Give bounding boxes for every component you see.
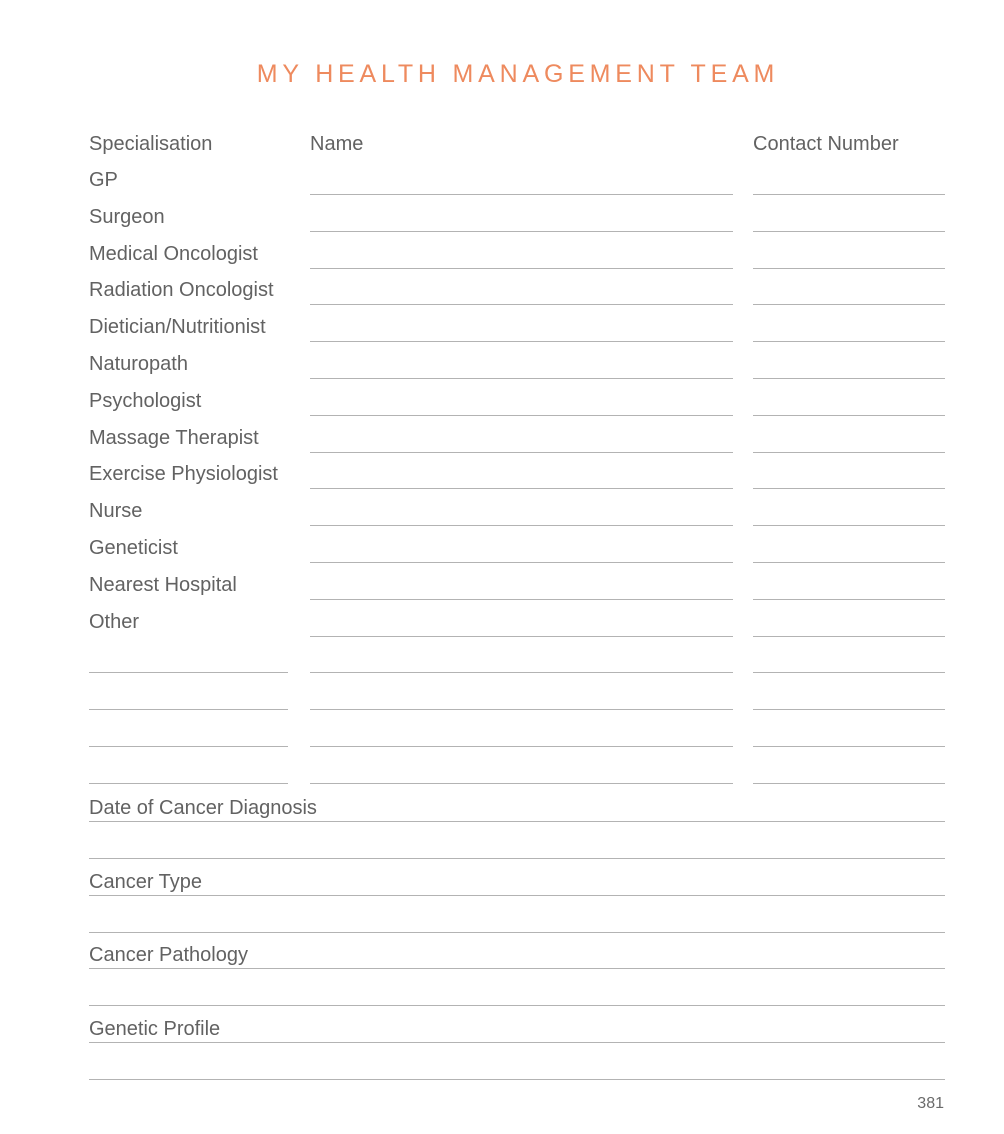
contact-number-field[interactable] <box>753 636 945 637</box>
contact-number-field[interactable] <box>753 599 945 600</box>
info-field-extra-line[interactable] <box>89 932 945 933</box>
contact-number-field[interactable] <box>753 268 945 269</box>
name-field[interactable] <box>310 746 733 747</box>
contact-number-field[interactable] <box>753 378 945 379</box>
contact-number-field[interactable] <box>753 672 945 673</box>
name-field[interactable] <box>310 194 733 195</box>
specialisation-label: Medical Oncologist <box>89 243 258 265</box>
specialisation-label: Exercise Physiologist <box>89 463 278 485</box>
contact-number-field[interactable] <box>753 746 945 747</box>
contact-number-field[interactable] <box>753 783 945 784</box>
name-field[interactable] <box>310 488 733 489</box>
name-field[interactable] <box>310 636 733 637</box>
page-number: 381 <box>917 1095 944 1112</box>
info-field-line[interactable] <box>89 968 945 969</box>
specialisation-label: Nurse <box>89 500 143 522</box>
info-field-line[interactable] <box>89 821 945 822</box>
name-field[interactable] <box>310 231 733 232</box>
info-field-label: Date of Cancer Diagnosis <box>89 797 317 819</box>
name-field[interactable] <box>310 783 733 784</box>
contact-number-field[interactable] <box>753 231 945 232</box>
specialisation-label: Massage Therapist <box>89 427 259 449</box>
header-name: Name <box>310 133 364 155</box>
name-field[interactable] <box>310 599 733 600</box>
contact-number-field[interactable] <box>753 415 945 416</box>
name-field[interactable] <box>310 709 733 710</box>
specialisation-field[interactable] <box>89 746 288 747</box>
info-field-extra-line[interactable] <box>89 1005 945 1006</box>
name-field[interactable] <box>310 525 733 526</box>
name-field[interactable] <box>310 452 733 453</box>
contact-number-field[interactable] <box>753 525 945 526</box>
info-field-extra-line[interactable] <box>89 858 945 859</box>
specialisation-label: GP <box>89 169 118 191</box>
specialisation-label: Dietician/Nutritionist <box>89 316 266 338</box>
info-field-label: Cancer Pathology <box>89 944 248 966</box>
contact-number-field[interactable] <box>753 341 945 342</box>
page-title: MY HEALTH MANAGEMENT TEAM <box>256 60 780 88</box>
specialisation-label: Other <box>89 611 140 633</box>
specialisation-label: Geneticist <box>89 537 178 559</box>
contact-number-field[interactable] <box>753 452 945 453</box>
specialisation-field[interactable] <box>89 709 288 710</box>
info-field-label: Cancer Type <box>89 871 203 893</box>
name-field[interactable] <box>310 562 733 563</box>
info-field-line[interactable] <box>89 895 945 896</box>
contact-number-field[interactable] <box>753 304 945 305</box>
name-field[interactable] <box>310 341 733 342</box>
specialisation-label: Nearest Hospital <box>89 574 237 596</box>
specialisation-label: Surgeon <box>89 206 165 228</box>
header-specialisation: Specialisation <box>89 133 213 155</box>
specialisation-label: Naturopath <box>89 353 188 375</box>
name-field[interactable] <box>310 415 733 416</box>
specialisation-label: Radiation Oncologist <box>89 279 274 301</box>
header-contact-number: Contact Number <box>753 133 899 155</box>
specialisation-field[interactable] <box>89 672 288 673</box>
contact-number-field[interactable] <box>753 562 945 563</box>
name-field[interactable] <box>310 304 733 305</box>
info-field-label: Genetic Profile <box>89 1018 221 1040</box>
name-field[interactable] <box>310 672 733 673</box>
info-field-line[interactable] <box>89 1042 945 1043</box>
name-field[interactable] <box>310 268 733 269</box>
specialisation-field[interactable] <box>89 783 288 784</box>
name-field[interactable] <box>310 378 733 379</box>
contact-number-field[interactable] <box>753 194 945 195</box>
specialisation-label: Psychologist <box>89 390 202 412</box>
contact-number-field[interactable] <box>753 709 945 710</box>
info-field-extra-line[interactable] <box>89 1079 945 1080</box>
contact-number-field[interactable] <box>753 488 945 489</box>
